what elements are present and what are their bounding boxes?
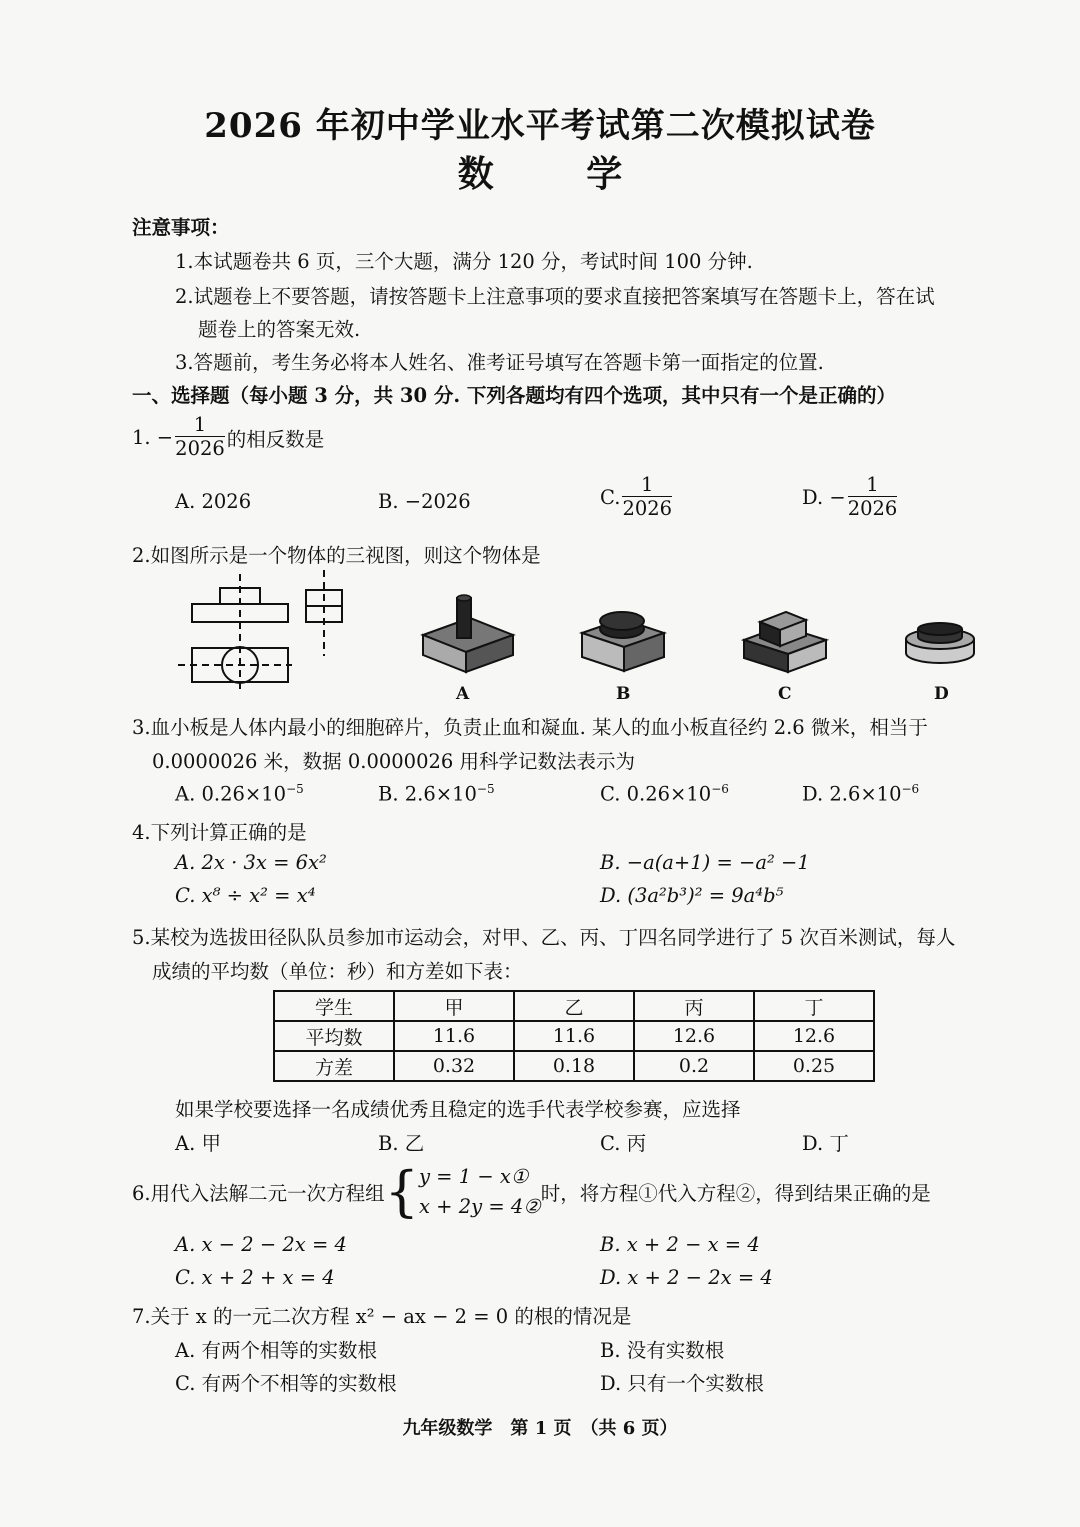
q5-question: 如果学校要选择一名成绩优秀且稳定的选手代表学校参赛，应选择 — [175, 1098, 741, 1121]
question-5-stem-1: 5.某校为选拔田径队队员参加市运动会，对甲、乙、丙、丁四名同学进行了 5 次百米测试，每人 — [132, 926, 956, 949]
option-a-solid-cylinder-on-block — [418, 590, 518, 680]
q1-fraction: $\frac{1}{2026}$ — [175, 413, 225, 460]
question-4-stem: 4.下列计算正确的是 — [132, 821, 307, 844]
question-5-stem-2: 成绩的平均数（单位：秒）和方差如下表： — [152, 960, 523, 983]
q4-option-d: D. (3a²b³)² = 9a⁴b⁵ — [600, 884, 784, 907]
q3-option-a: A. $0.26\times 10^{-5}$ — [175, 782, 304, 806]
three-view-drawing — [170, 570, 360, 690]
q5-option-d: D. 丁 — [802, 1132, 849, 1155]
score-table — [273, 990, 875, 1082]
q6-option-d: D. x + 2 − 2x = 4 — [600, 1266, 773, 1289]
exam-title: 2026 年初中学业水平考试第二次模拟试卷 — [204, 106, 876, 146]
q3-option-d: D. $2.6\times 10^{-6}$ — [802, 782, 920, 806]
q2-label-b: B — [616, 684, 631, 704]
q4-option-a: A. 2x · 3x = 6x² — [175, 851, 327, 874]
q6-equation-system: y = 1 − x① x + 2y = 4② — [418, 1165, 541, 1218]
q1-option-d: D. − $\frac{1}{2026}$ — [802, 473, 898, 520]
q3-option-c: C. $0.26\times 10^{-6}$ — [600, 782, 729, 806]
question-1-stem — [132, 414, 324, 461]
q1-prefix: 1. − — [132, 426, 174, 449]
q4-option-c: C. x⁸ ÷ x² = x⁴ — [175, 884, 316, 907]
q6-option-b: B. x + 2 − x = 4 — [600, 1233, 760, 1256]
q6-option-a: A. x − 2 − 2x = 4 — [175, 1233, 347, 1256]
q7-option-b: B. 没有实数根 — [600, 1339, 725, 1362]
exam-subject: 数 学 — [457, 153, 663, 195]
option-c-solid-stepped-block — [740, 600, 830, 680]
q1-option-b: B. −2026 — [378, 490, 471, 513]
q6-option-c: C. x + 2 + x = 4 — [175, 1266, 335, 1289]
q2-label-a: A — [456, 684, 470, 704]
q1-stem-text: 的相反数是 — [226, 427, 325, 451]
q7-option-d: D. 只有一个实数根 — [600, 1372, 764, 1395]
table-header-row: 学生 甲 乙 丙 丁 — [274, 991, 874, 1021]
q5-option-b: B. 乙 — [378, 1132, 425, 1155]
q3-option-b: B. $2.6\times 10^{-5}$ — [378, 782, 495, 806]
q1-option-c: C. $\frac{1}{2026}$ — [600, 473, 673, 520]
q2-label-c: C — [778, 684, 792, 704]
option-b-solid-disk-on-block — [578, 605, 668, 680]
q2-label-d: D — [934, 684, 949, 704]
notice-item-2-cont: 题卷上的答案无效. — [198, 318, 361, 341]
notice-heading: 注意事项： — [132, 216, 230, 239]
question-3-stem-2: 0.0000026 米，数据 0.0000026 用科学记数法表示为 — [152, 750, 635, 773]
notice-item-1: 1.本试题卷共 6 页，三个大题，满分 120 分，考试时间 100 分钟. — [175, 250, 753, 273]
table-row: 方差 0.32 0.18 0.2 0.25 — [274, 1051, 874, 1081]
q6-suffix: 时，将方程①代入方程②，得到结果正确的是 — [540, 1182, 931, 1205]
section-heading: 一、选择题（每小题 3 分，共 30 分. 下列各题均有四个选项，其中只有一个是正确的） — [132, 384, 896, 407]
q1-option-a: A. 2026 — [175, 490, 252, 513]
q6-brace: { — [384, 1160, 419, 1223]
notice-item-3: 3.答题前，考生务必将本人姓名、准考证号填写在答题卡第一面指定的位置. — [175, 351, 824, 374]
q5-option-a: A. 甲 — [175, 1132, 221, 1155]
option-d-solid-stacked-disks — [900, 615, 980, 670]
notice-item-2: 2.试题卷上不要答题，请按答题卡上注意事项的要求直接把答案填写在答题卡上，答在试 — [175, 285, 935, 308]
q7-option-c: C. 有两个不相等的实数根 — [175, 1372, 397, 1395]
q6-prefix: 6.用代入法解二元一次方程组 — [132, 1182, 385, 1205]
question-7-stem: 7.关于 x 的一元二次方程 x² − ax − 2 = 0 的根的情况是 — [132, 1305, 632, 1328]
q4-option-b: B. −a(a+1) = −a² −1 — [600, 851, 810, 874]
question-3-stem-1: 3.血小板是人体内最小的细胞碎片，负责止血和凝血. 某人的血小板直径约 2.6 微米，相当于 — [132, 716, 928, 739]
table-row: 平均数 11.6 11.6 12.6 12.6 — [274, 1021, 874, 1051]
q5-option-c: C. 丙 — [600, 1132, 647, 1155]
page-footer: 九年级数学 第 1 页 （共 6 页） — [402, 1418, 678, 1439]
question-6-stem — [132, 1162, 931, 1222]
question-2-stem: 2.如图所示是一个物体的三视图，则这个物体是 — [132, 544, 541, 567]
q7-option-a: A. 有两个相等的实数根 — [175, 1339, 377, 1362]
